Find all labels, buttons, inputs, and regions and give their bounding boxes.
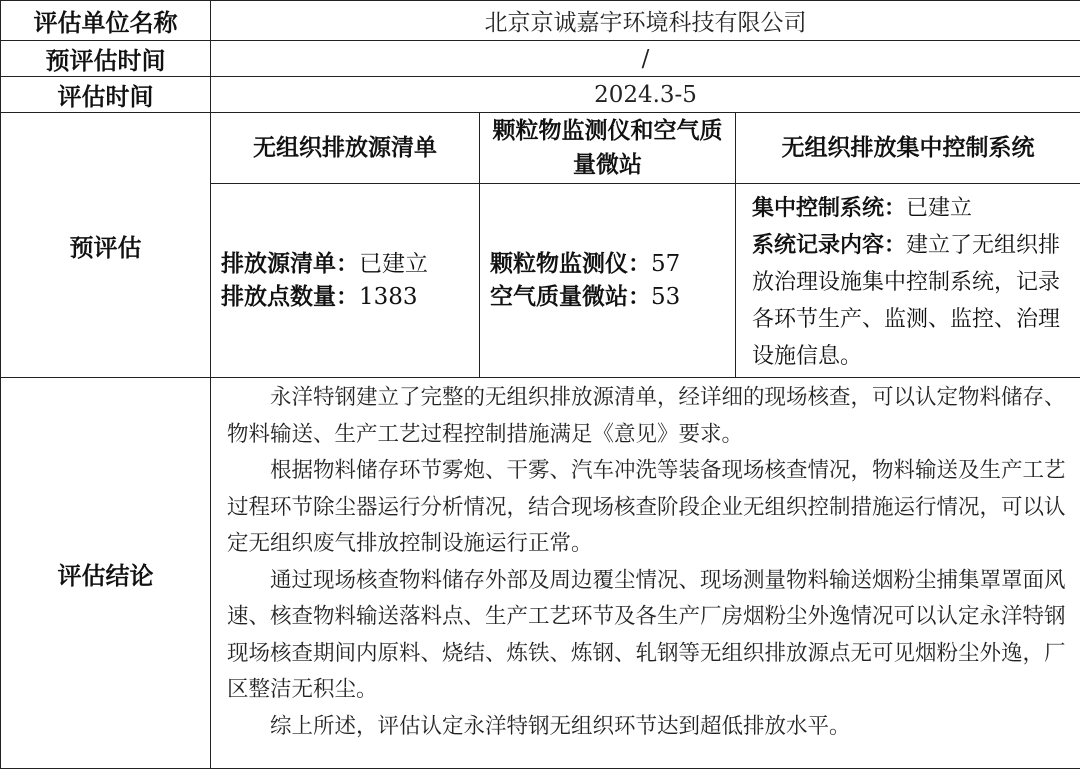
- pre-time-value: /: [211, 41, 1080, 77]
- header-monitor-and-microstation: 颗粒物监测仪和空气质量微站: [480, 113, 736, 184]
- control-system-key: 集中控制系统：: [752, 196, 906, 221]
- header-emission-source-list: 无组织排放源清单: [211, 113, 480, 184]
- source-list-value: 已建立: [359, 251, 428, 277]
- particulate-monitor-key: 颗粒物监测仪：: [490, 251, 651, 277]
- emission-source-cell: [211, 184, 480, 378]
- conclusion-text: [211, 378, 1080, 769]
- pre-time-label: 预评估时间: [1, 41, 211, 77]
- control-system-cell: [736, 184, 1080, 378]
- pre-time-row: [1, 41, 1080, 77]
- conclusion-paragraph: 永洋特钢建立了完整的无组织排放源清单，经详细的现场核查，可以认定物料储存、物料输送、生产工艺过程控制措施满足《意见》要求。: [227, 380, 1068, 453]
- source-list-key: 排放源清单：: [221, 251, 359, 277]
- system-record-key: 系统记录内容：: [752, 233, 906, 258]
- monitor-cell: [480, 184, 736, 378]
- air-microstation-value: 53: [651, 284, 680, 310]
- conclusion-paragraph: 综上所述，评估认定永洋特钢无组织环节达到超低排放水平。: [227, 709, 1068, 746]
- pre-eval-header-row: [1, 113, 1080, 184]
- pre-eval-label: 预评估: [1, 113, 211, 378]
- particulate-monitor-value: 57: [651, 251, 680, 277]
- system-record-value: 建立了无组织排放治理设施集中控制系统，记录各环节生产、监测、监控、治理设施信息。: [752, 233, 1060, 369]
- unit-label: 评估单位名称: [1, 1, 211, 41]
- air-microstation-key: 空气质量微站：: [490, 284, 651, 310]
- emission-point-count-key: 排放点数量：: [221, 284, 359, 310]
- eval-time-value: 2024.3-5: [211, 77, 1080, 113]
- conclusion-row: [1, 378, 1080, 769]
- conclusion-label: 评估结论: [1, 378, 211, 769]
- emission-point-count-value: 1383: [359, 284, 418, 310]
- eval-time-label: 评估时间: [1, 77, 211, 113]
- unit-row: [1, 1, 1080, 41]
- unit-value: 北京京诚嘉宇环境科技有限公司: [211, 1, 1080, 41]
- conclusion-paragraph: 通过现场核查物料储存外部及周边覆尘情况、现场测量物料输送烟粉尘捕集罩罩面风速、核查物料输送落料点、生产工艺环节及各生产厂房烟粉尘外逸情况可以认定永洋特钢现场核查期间内原料、烧结、炼铁、炼钢、轧钢等无组织排放源点无可见烟粉尘外逸，厂区整洁无积尘。: [227, 563, 1068, 709]
- control-system-value: 已建立: [906, 196, 972, 221]
- conclusion-paragraph: 根据物料储存环节雾炮、干雾、汽车冲洗等装备现场核查情况，物料输送及生产工艺过程环节除尘器运行分析情况，结合现场核查阶段企业无组织控制措施运行情况，可以认定无组织废气排放控制设施运行正常。: [227, 453, 1068, 563]
- header-central-control-system: 无组织排放集中控制系统: [736, 113, 1080, 184]
- eval-time-row: [1, 77, 1080, 113]
